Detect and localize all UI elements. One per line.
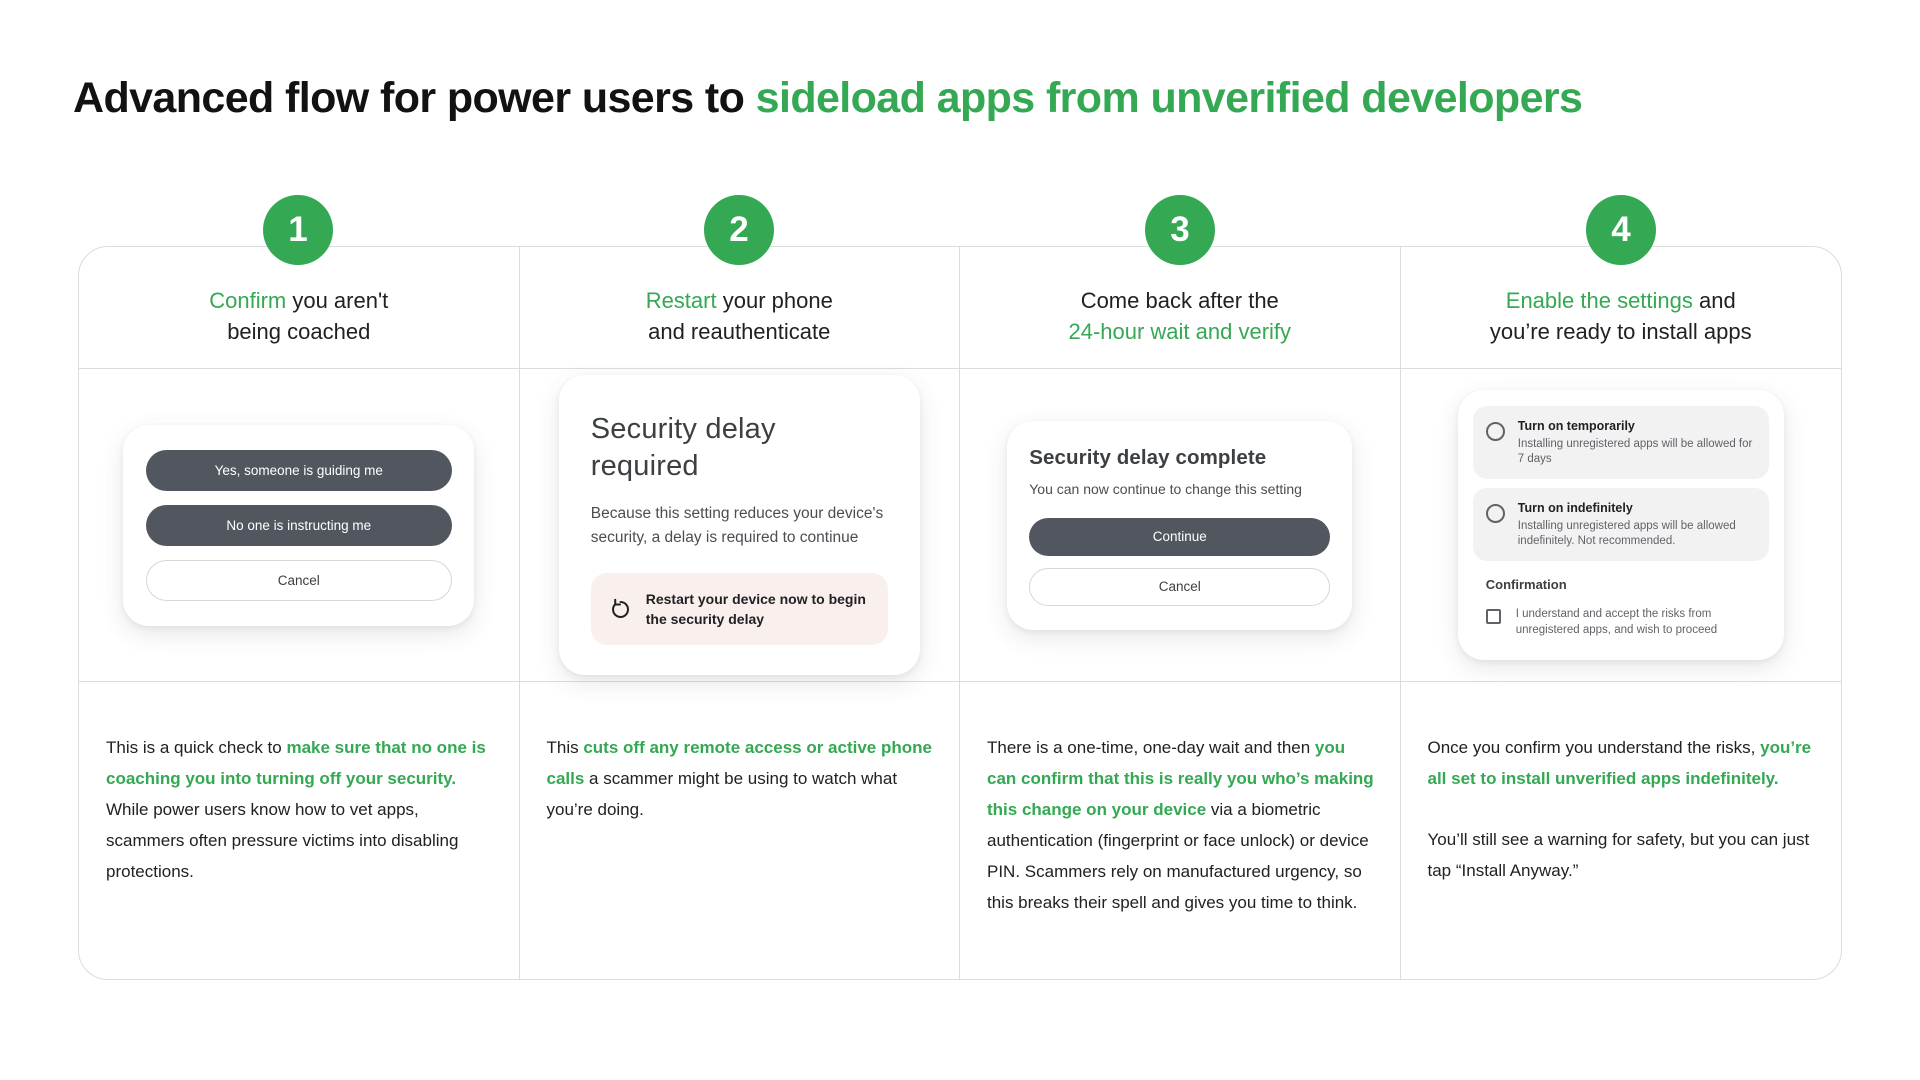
text-segment: There is a one-time, one-day wait and then: [987, 738, 1315, 757]
highlighted-segment: cuts off any remote access or active phone calls: [546, 738, 932, 788]
confirmation-label: Confirmation: [1485, 577, 1567, 592]
page-title-black: Advanced flow for power users to: [73, 74, 756, 122]
radio-unselected-icon: [1486, 504, 1505, 523]
header-text-segment: and reauthenticate: [648, 319, 831, 344]
step-2-mockup-cell: [520, 369, 961, 682]
description-paragraph: [106, 732, 495, 887]
text-segment: a scammer might be using to watch what you’re doing.: [546, 769, 898, 819]
text-segment: While power users know how to vet apps, scammers often pressure victims into disabling protections.: [106, 800, 459, 881]
step-3-badge: 3: [1145, 195, 1215, 265]
dialog-title: Security delay complete: [1029, 445, 1267, 469]
header-line-1: [79, 285, 519, 316]
option-description: Installing unregistered apps will be allowed for 7 days: [1517, 438, 1753, 465]
header-line-2: [79, 316, 519, 347]
dialog-body-text: You can now continue to change this setting: [1029, 480, 1302, 497]
option-title: Turn on indefinitely: [1517, 501, 1633, 515]
header-green-segment: Confirm: [209, 288, 287, 313]
restart-notice: [591, 573, 888, 645]
header-line-1: [960, 285, 1400, 316]
cancel-button[interactable]: Cancel: [1029, 568, 1330, 606]
turn-on-indefinitely-option[interactable]: [1473, 488, 1769, 561]
text-segment: via a biometric authentication (fingerprint or face unlock) or device PIN. Scammers rely on manufactured urgency, so this breaks their spell and gives you time to think.: [987, 800, 1369, 912]
option-text: [1518, 500, 1757, 549]
header-green-segment: Restart: [645, 288, 717, 313]
header-green-segment: Enable the settings: [1505, 288, 1693, 313]
header-text-segment: and: [1692, 288, 1736, 313]
step-4-header: [1401, 247, 1842, 369]
security-delay-complete-dialog: [1007, 421, 1352, 630]
step-3-header: [960, 247, 1401, 369]
radio-unselected-icon: [1486, 422, 1505, 441]
header-text-segment: Come back after the: [1080, 288, 1279, 313]
install-settings-panel: [1458, 390, 1784, 660]
text-segment: Once you confirm you understand the risks,: [1427, 738, 1761, 757]
text-segment: This is a quick check to: [106, 738, 287, 757]
risk-acknowledgement-checkbox[interactable]: [1486, 606, 1765, 638]
step-3-mockup-cell: [960, 369, 1401, 682]
step-3-description: [960, 682, 1401, 979]
coaching-check-dialog: [123, 425, 474, 626]
text-segment: This: [546, 738, 584, 757]
security-delay-required-dialog: [559, 375, 920, 675]
step-1-mockup-cell: [79, 369, 520, 682]
step-2-description: [520, 682, 961, 979]
header-line-1: [520, 285, 960, 316]
checkbox-label: I understand and accept the risks from unregistered apps, and wish to proceed: [1515, 608, 1718, 636]
header-text-segment: being coached: [227, 319, 371, 344]
header-line-2: [1401, 316, 1842, 347]
no-one-instructing-button[interactable]: No one is instructing me: [146, 505, 452, 546]
checkbox-unchecked-icon: [1486, 609, 1501, 624]
highlighted-segment: make sure that no one is coaching you into turning off your security.: [106, 738, 486, 788]
step-2-header: [520, 247, 961, 369]
header-text-segment: your phone: [716, 288, 833, 313]
step-4-mockup-cell: [1401, 369, 1842, 682]
description-paragraph: [1428, 824, 1818, 886]
header-text-segment: you’re ready to install apps: [1489, 319, 1752, 344]
description-paragraph: [1428, 732, 1818, 794]
cancel-button[interactable]: Cancel: [146, 560, 452, 601]
turn-on-temporarily-option[interactable]: [1473, 406, 1769, 479]
header-green-segment: 24-hour wait and verify: [1068, 319, 1292, 344]
header-line-2: [520, 316, 960, 347]
header-text-segment: you aren't: [286, 288, 389, 313]
header-line-2: [960, 316, 1400, 347]
step-4-badge: 4: [1586, 195, 1656, 265]
restart-notice-text: Restart your device now to begin the security delay: [645, 591, 866, 627]
step-4-description: [1401, 682, 1842, 979]
dialog-title: Security delay required: [590, 413, 776, 482]
text-segment: You’ll still see a warning for safety, but you can just tap “Install Anyway.”: [1427, 830, 1810, 880]
flow-table: [78, 246, 1842, 980]
restart-icon: [609, 598, 632, 621]
dialog-body-text: Because this setting reduces your device's security, a delay is required to continue: [590, 505, 884, 546]
step-1-badge: 1: [263, 195, 333, 265]
yes-guiding-button[interactable]: Yes, someone is guiding me: [146, 450, 452, 491]
description-paragraph: [987, 732, 1376, 918]
step-2-badge: 2: [704, 195, 774, 265]
page-title: [73, 74, 1582, 123]
option-text: [1518, 418, 1757, 467]
step-1-header: [79, 247, 520, 369]
header-line-1: [1401, 285, 1842, 316]
step-1-description: [79, 682, 520, 979]
highlighted-segment: you’re all set to install unverified apps indefinitely.: [1427, 738, 1812, 788]
description-paragraph: [547, 732, 936, 825]
continue-button[interactable]: Continue: [1029, 518, 1330, 556]
highlighted-segment: you can confirm that this is really you who’s making this change on your device: [987, 738, 1374, 819]
option-title: Turn on temporarily: [1517, 419, 1635, 433]
option-description: Installing unregistered apps will be allowed indefinitely. Not recommended.: [1517, 520, 1736, 547]
page-title-green: sideload apps from unverified developers: [755, 74, 1583, 122]
